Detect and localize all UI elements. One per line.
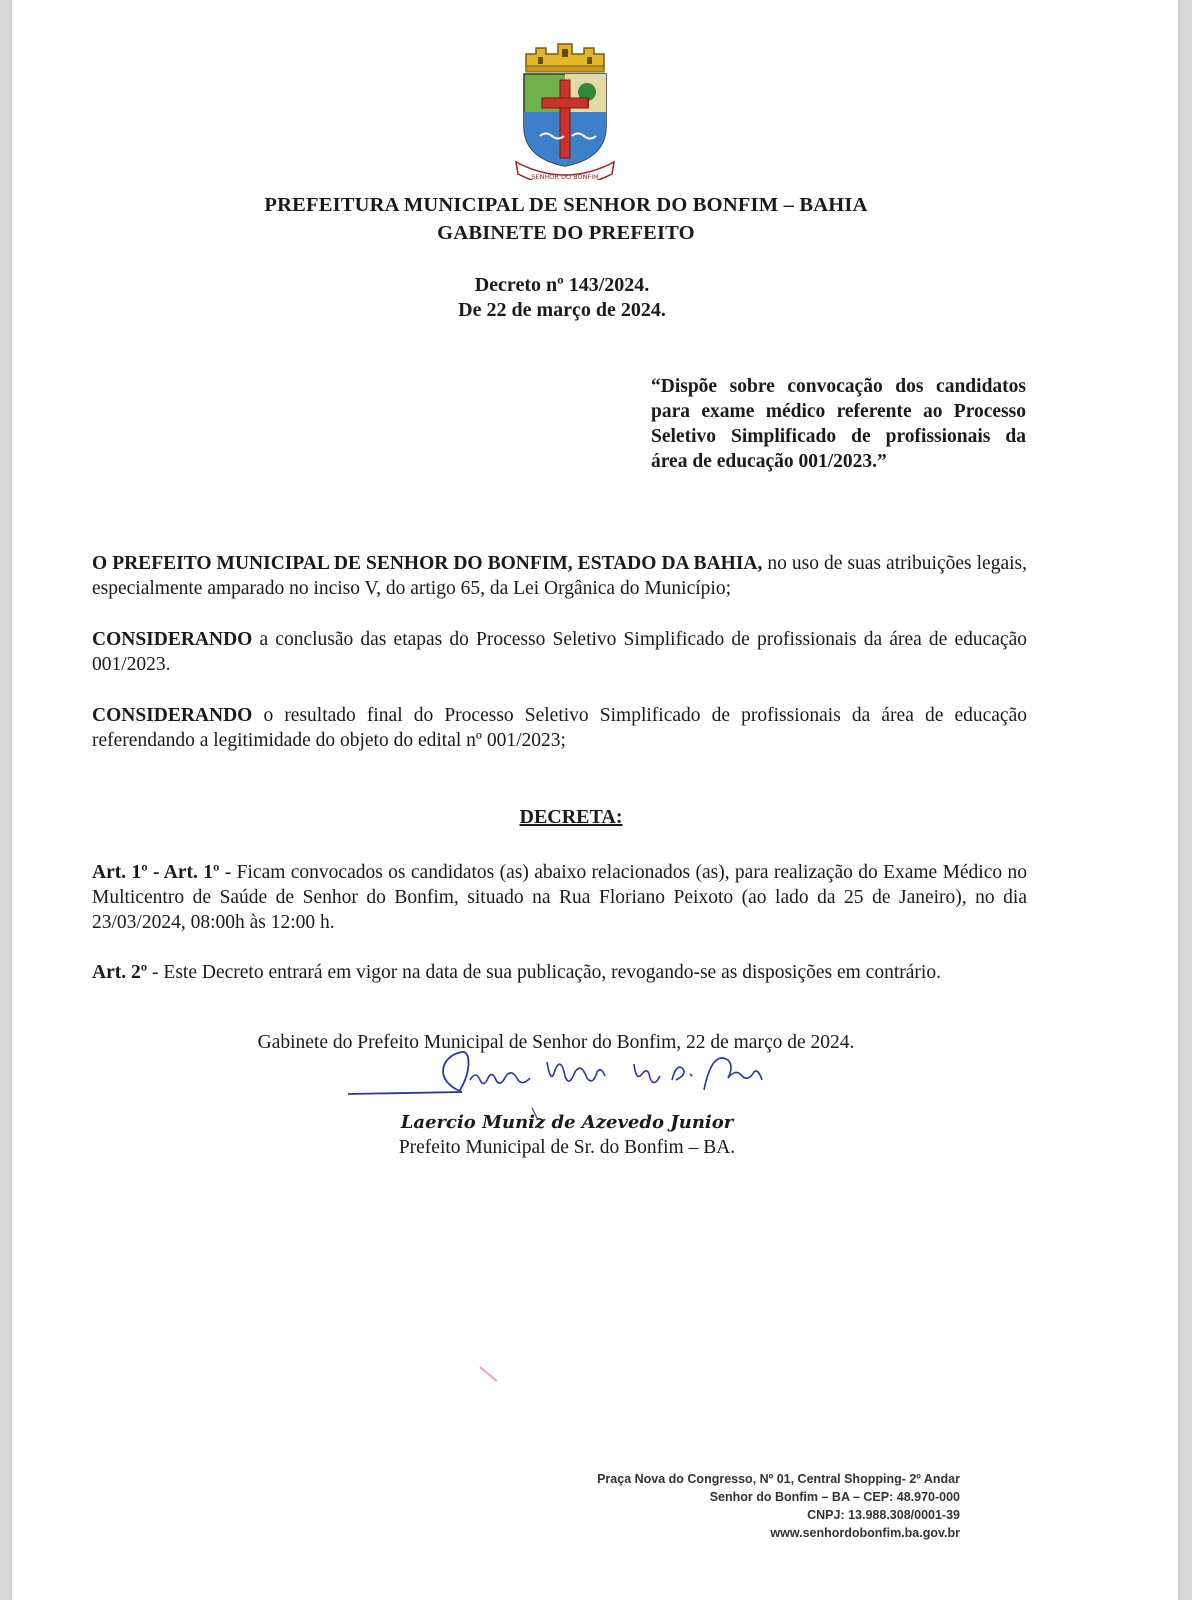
article-2-text: - Este Decreto entrará em vigor na data de sua publicação, revogando-se as disposições em contrário. (147, 962, 941, 983)
considerando-paragraph-1 (92, 627, 1027, 677)
svg-text:SENHOR DO BONFIM: SENHOR DO BONFIM (531, 173, 599, 180)
coat-of-arms-icon (512, 40, 618, 180)
handwritten-signature (342, 1050, 782, 1120)
header-title: PREFEITURA MUNICIPAL DE SENHOR DO BONFIM – BAHIA (264, 194, 868, 216)
closing-line: Gabinete do Prefeito Municipal de Senhor do Bonfim, 22 de março de 2024. (257, 1032, 855, 1053)
considerando-paragraph-2 (92, 703, 1027, 753)
preamble-paragraph (92, 551, 1027, 601)
stray-pen-mark (479, 1366, 497, 1382)
considerando-text: o resultado final do Processo Seletivo Simplificado de profissionais da área de educação referendando a legitimidade do objeto do edital nº 001/2023; (92, 705, 1027, 751)
decree-number: Decreto nº 143/2024. (474, 274, 650, 296)
footer-website: www.senhordobonfim.ba.gov.br (770, 1526, 960, 1540)
article-1-lead: Art. 1º - Art. 1º (92, 862, 220, 883)
decree-summary: “Dispõe sobre convocação dos candidatos para exame médico referente ao Processo Seletivo Simplificado de profissionais da área de educação 001/2023.” (651, 376, 1026, 472)
decreta-heading: DECRETA: (519, 806, 623, 828)
article-2-lead: Art. 2º (92, 962, 148, 983)
footer-city: Senhor do Bonfim – BA – CEP: 48.970-000 (709, 1490, 960, 1504)
footer-address: Praça Nova do Congresso, Nº 01, Central Shopping- 2º Andar (597, 1472, 960, 1486)
signer-title: Prefeito Municipal de Sr. do Bonfim – BA. (398, 1137, 736, 1158)
preamble-text: no uso de suas atribuições legais, especialmente amparado no inciso V, do artigo 65, da Lei Orgânica do Município; (92, 553, 1027, 599)
article-1-text: - Ficam convocados os candidatos (as) abaixo relacionados (as), para realização do Exame Médico no Multicentro de Saúde de Senhor do Bonfim, situado na Rua Floriano Peixoto (ao lado da 25 de Janeiro), no dia 23/03/2024, 08:00h às 12:00 h. (92, 862, 1027, 933)
considerando-lead: CONSIDERANDO (92, 705, 253, 726)
decree-date: De 22 de março de 2024. (458, 299, 666, 321)
signer-name: Laercio Muniz de Azevedo Junior (400, 1112, 734, 1133)
header-subtitle: GABINETE DO PREFEITO (437, 222, 695, 244)
considerando-lead: CONSIDERANDO (92, 629, 253, 650)
document-page (12, 0, 1178, 1600)
footer-cnpj: CNPJ: 13.988.308/0001-39 (807, 1508, 960, 1522)
article-2 (92, 960, 1027, 985)
article-1 (92, 860, 1027, 935)
preamble-lead: O PREFEITO MUNICIPAL DE SENHOR DO BONFIM, ESTADO DA BAHIA, (92, 553, 763, 574)
footer-address-block (597, 1470, 960, 1542)
considerando-text: a conclusão das etapas do Processo Seletivo Simplificado de profissionais da área de educação 001/2023. (92, 629, 1027, 675)
